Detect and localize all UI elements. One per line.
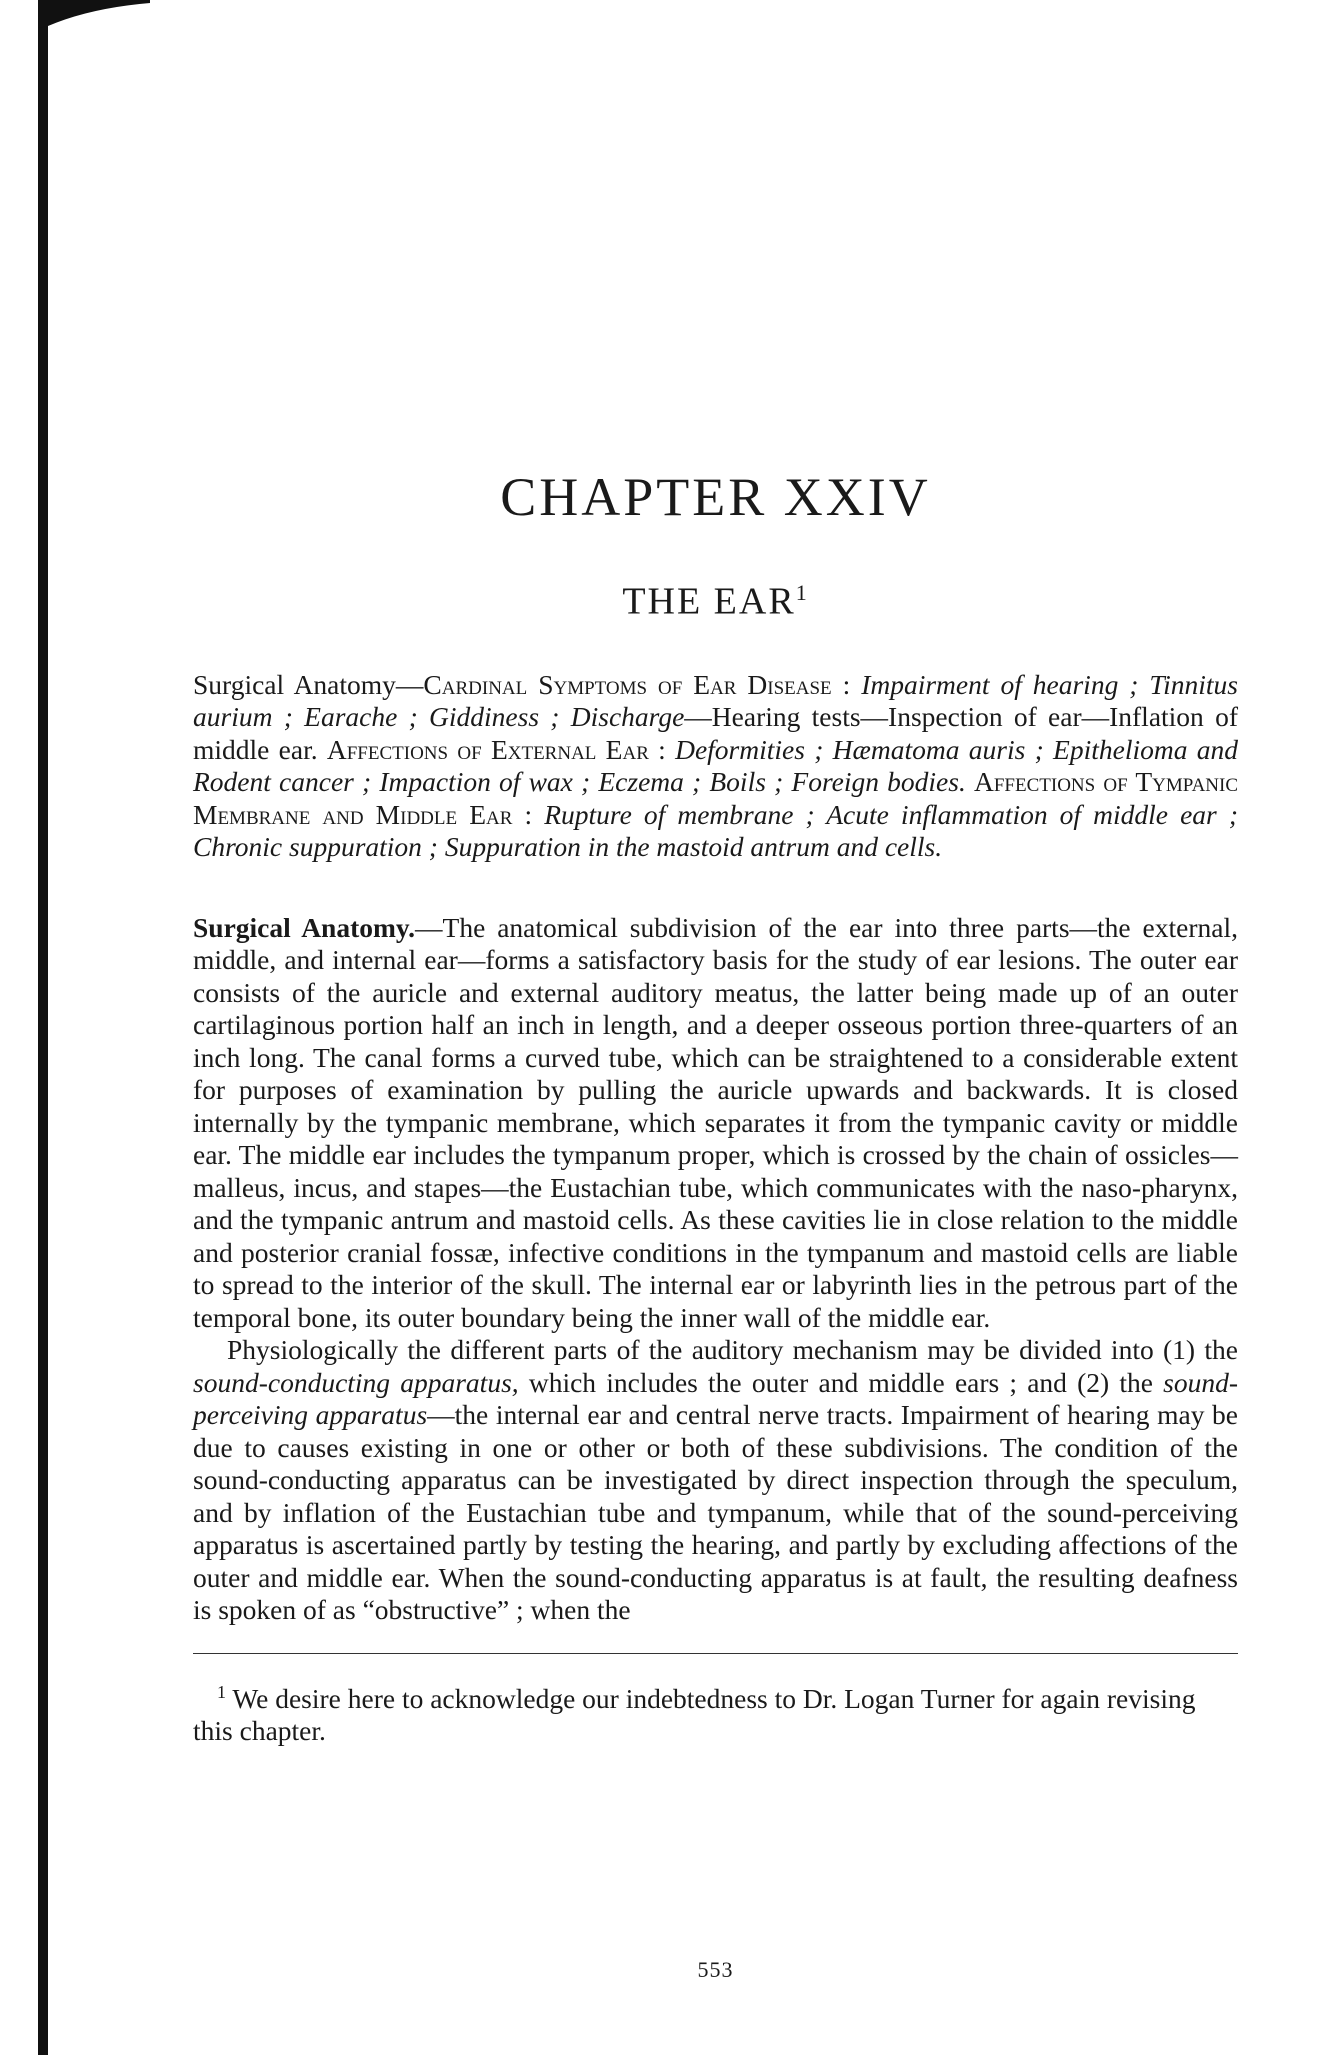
- paragraph-term: sound-perceiving apparatus: [193, 1366, 1238, 1431]
- binding-flare: [0, 0, 150, 28]
- paragraph: [193, 912, 1238, 1335]
- paragraph-text: Physiologically the different parts of the auditory mechanism may be divided into (1) the: [227, 1334, 1238, 1366]
- summary-seg: Deformities ; Hæmatoma auris ; Epithelioma and Rodent cancer ; Impaction of wax ; Eczema ; Boils ; Foreign bodies.: [193, 733, 1238, 798]
- summary-seg: Impairment of hearing ; Tinnitus aurium ; Earache ; Giddiness ; Discharge: [193, 668, 1238, 733]
- page-number: 553: [697, 1957, 734, 1982]
- summary-seg: —Hearing tests—Inspection of ear—Inflation of middle ear.: [193, 701, 1238, 765]
- summary-seg: :: [648, 733, 676, 765]
- paragraph-text: —the internal ear and central nerve tracts. Impairment of hearing may be due to causes existing in one or other or both of these subdivisions. The condition of the sound-conducting apparatus can be investigated by direct inspection through the speculum, and by inflation of the Eustachian tube and tympanum, while that of the sound-perceiving apparatus is ascertained partly by testing the hearing, and partly by excluding affections of the outer and middle ear. When the sound-conducting apparatus is at fault, the resulting deafness is spoken of as “obstructive” ; when the: [193, 1399, 1238, 1626]
- chapter-title-text: THE EAR: [622, 580, 796, 623]
- summary-seg: Cardinal Symptoms of Ear Disease: [423, 668, 832, 700]
- footnote-ref: 1: [795, 580, 809, 605]
- page-content: [193, 467, 1239, 1747]
- paragraph: [193, 1334, 1238, 1627]
- footnote-text: We desire here to acknowledge our indebtedness to Dr. Logan Turner for again revising this chapter.: [193, 1682, 1196, 1746]
- summary-seg: :: [512, 798, 545, 830]
- paragraph-term: sound-conducting apparatus,: [193, 1366, 519, 1398]
- summary-seg: Affections of External Ear: [326, 733, 649, 765]
- summary-seg: :: [831, 668, 862, 700]
- summary-seg: Affections of Tympanic Membrane and Middle Ear: [193, 766, 1239, 830]
- chapter-summary: [193, 669, 1238, 864]
- paragraph-text: which includes the outer and middle ears ; and (2) the: [518, 1366, 1164, 1398]
- summary-seg: Rupture of membrane ; Acute inflammation of middle ear ; Chronic suppuration ; Suppuration in the mastoid antrum and cells.: [193, 798, 1238, 863]
- page-binding-edge: [38, 0, 48, 2055]
- footnote-rule: [193, 1653, 1238, 1654]
- footnote-marker: 1: [217, 1681, 226, 1702]
- body-text: [193, 912, 1238, 1627]
- chapter-title: [193, 582, 1238, 621]
- summary-seg: [966, 766, 974, 797]
- chapter-heading: CHAPTER XXIV: [500, 467, 931, 527]
- paragraph-text: —The anatomical subdivision of the ear into three parts—the external, middle, and internal ear—forms a satisfactory basis for the study of ear lesions. The outer ear consists of the auricle and external auditory meatus, the latter being made up of an outer cartilaginous portion half an inch in length, and a deeper osseous portion three-quarters of an inch long. The canal forms a curved tube, which can be straightened to a considerable extent for purposes of examination by pulling the auricle upwards and backwards. It is closed internally by the tympanic membrane, which separates it from the tympanic cavity or middle ear. The middle ear includes the tympanum proper, which is crossed by the chain of ossicles—malleus, incus, and stapes—the Eustachian tube, which communicates with the naso-pharynx, and the tympanic antrum and mastoid cells. As these cavities lie in close relation to the middle and posterior cranial fossæ, infective conditions in the tympanum and mastoid cells are liable to spread to the interior of the skull. The internal ear or labyrinth lies in the petrous part of the temporal bone, its outer boundary being the inner wall of the middle ear.: [193, 911, 1238, 1333]
- footnote: [193, 1676, 1238, 1747]
- summary-seg: Surgical Anatomy—: [193, 668, 424, 700]
- section-lead: Surgical Anatomy.: [193, 911, 416, 943]
